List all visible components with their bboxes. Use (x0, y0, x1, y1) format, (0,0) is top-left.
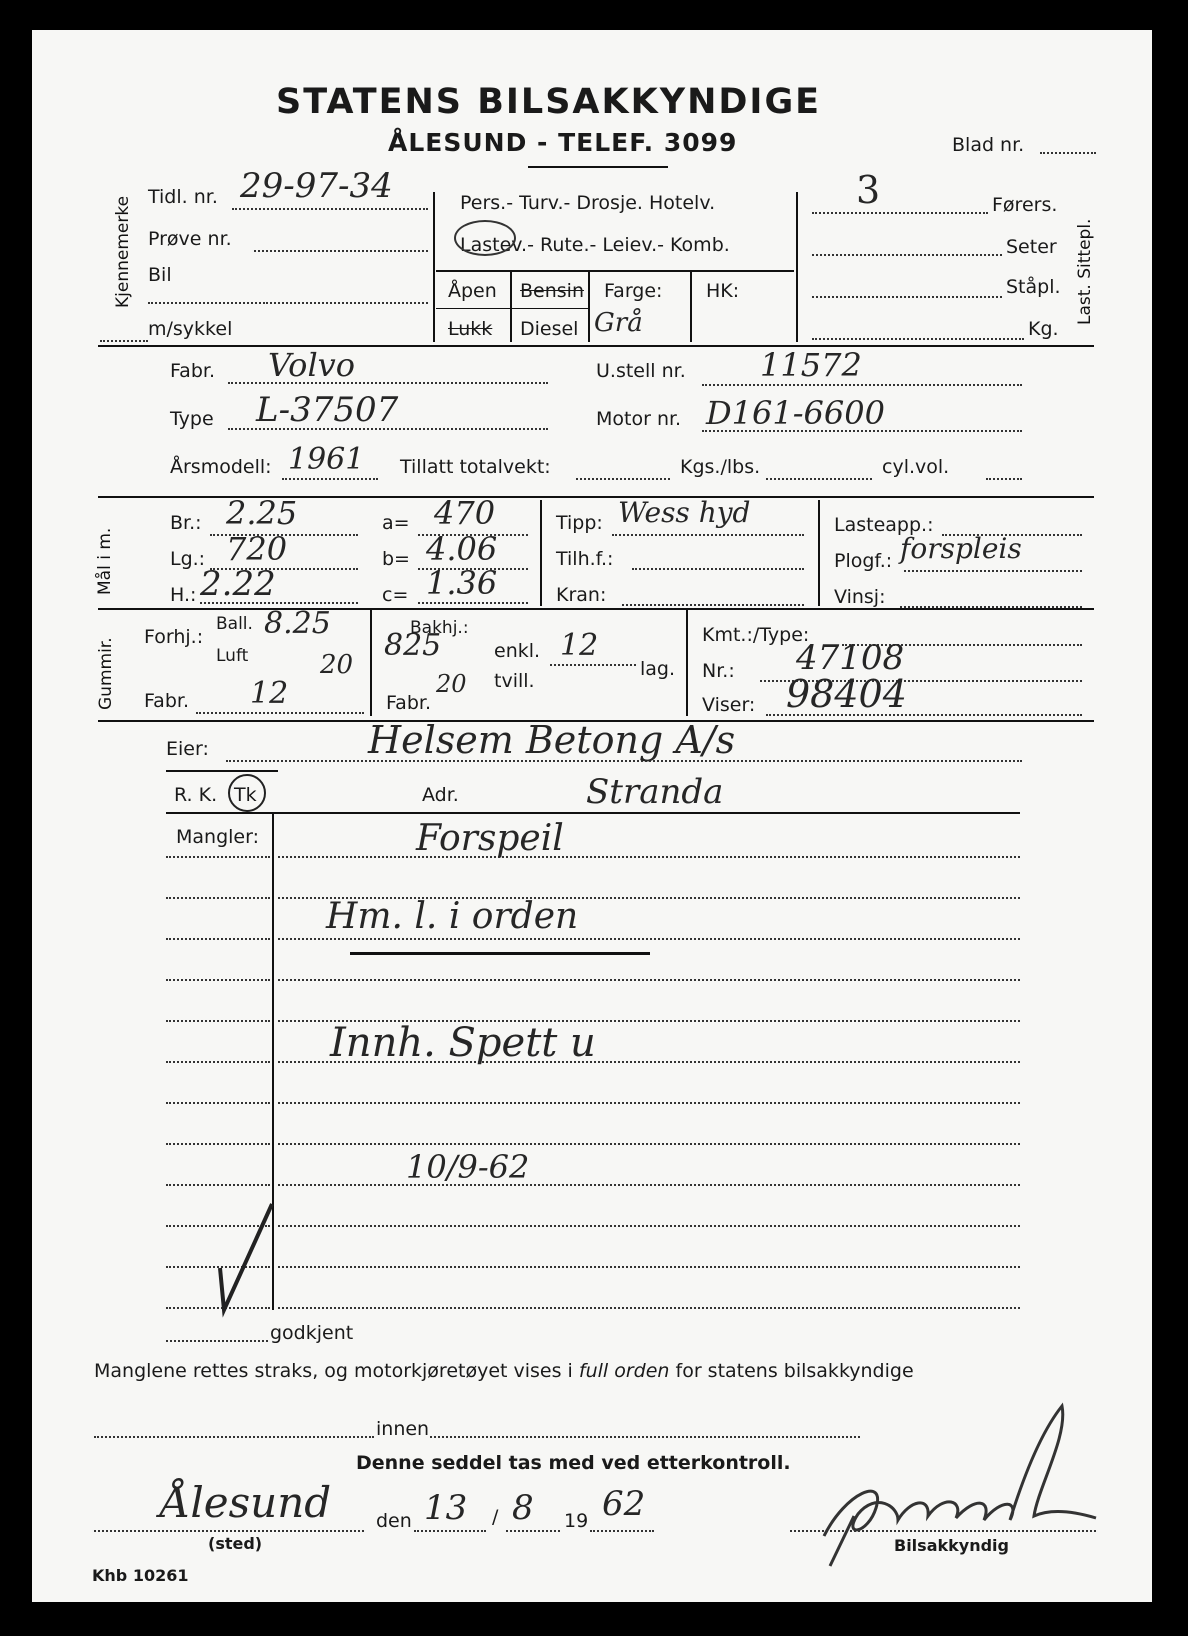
lg-value: 720 (226, 530, 288, 568)
seter-field[interactable] (812, 254, 1002, 256)
enkl-field[interactable] (550, 664, 636, 666)
innen-field-right[interactable] (430, 1436, 860, 1438)
etterkontroll-notice: Denne seddel tas med ved etterkontroll. (356, 1452, 791, 1474)
ball-label: Ball. (216, 614, 253, 634)
header-underline (528, 166, 668, 168)
plogf-value: forspleis (900, 532, 1022, 565)
ustell-value: 11572 (760, 346, 862, 384)
checkmark-icon (210, 1198, 280, 1318)
day-field[interactable] (414, 1530, 486, 1532)
mangler-line-left[interactable] (166, 979, 270, 981)
category-col-1 (510, 272, 512, 342)
mangler-line-left[interactable] (166, 938, 270, 940)
rk-top-line (166, 770, 278, 772)
nr-value: 47108 (796, 638, 905, 678)
tipp-label: Tipp: (556, 512, 603, 534)
apen-label: Åpen (448, 280, 497, 302)
rule-3 (98, 608, 1094, 610)
category-left-divider (433, 192, 435, 342)
mangler-line-left[interactable] (166, 897, 270, 899)
month-value: 8 (512, 1488, 534, 1528)
instruction-text (94, 1360, 914, 1382)
mangler-item-2: Hm. l. i orden (326, 896, 579, 937)
mangler-line-left[interactable] (166, 1061, 270, 1063)
arsmodell-label: Årsmodell: (170, 456, 272, 478)
day-value: 13 (424, 1488, 468, 1528)
luft-label: Luft (216, 646, 249, 666)
br-label: Br.: (170, 512, 202, 534)
bilsakkyndig-label: Bilsakkyndig (894, 1536, 1009, 1555)
instruction-part-2: for statens bilsakkyndige (675, 1360, 914, 1382)
tidl-field[interactable] (232, 208, 428, 210)
tidl-label: Tidl. nr. (148, 186, 218, 208)
mangler-line-left[interactable] (166, 1184, 270, 1186)
a-label: a= (382, 512, 410, 534)
tvill-label: tvill. (494, 670, 535, 692)
enkl-value: 12 (560, 628, 599, 663)
category-col-3 (690, 272, 692, 342)
prove-field[interactable] (254, 250, 428, 252)
tilhf-label: Tilh.f.: (556, 548, 614, 570)
den-label: den (376, 1510, 412, 1532)
category-row-1: Pers.- Turv.- Drosje. Hotelv. (460, 192, 716, 214)
category-right-divider (796, 192, 798, 342)
lasteapp-label: Lasteapp.: (834, 514, 934, 536)
kg-label: Kg. (1028, 318, 1059, 340)
eier-label: Eier: (166, 738, 209, 760)
stapl-field[interactable] (812, 296, 1002, 298)
bilsakkyndig-field[interactable] (790, 1530, 1096, 1532)
year-value: 62 (602, 1484, 646, 1524)
mangler-line-right[interactable] (278, 1102, 1020, 1104)
gummi-divider-2 (686, 610, 688, 716)
arsmodell-field[interactable] (282, 478, 378, 480)
nr-label: Nr.: (702, 660, 735, 682)
farge-label: Farge: (604, 280, 663, 302)
gummi-divider-1 (370, 610, 372, 716)
enkl-label: enkl. (494, 640, 541, 662)
mangler-label: Mangler: (176, 826, 259, 848)
mangler-item-3: Innh. Spett u (330, 1020, 596, 1066)
tipp-value: Wess hyd (618, 496, 751, 529)
h-value: 2.22 (200, 564, 276, 604)
form-subtitle: ÅLESUND - TELEF. 3099 (388, 128, 738, 157)
year-prefix: 19 (564, 1510, 589, 1532)
mangler-line-right[interactable] (278, 979, 1020, 981)
tillatt-field[interactable] (576, 478, 670, 480)
mangler-line-left[interactable] (166, 856, 270, 858)
forhj-label: Forhj.: (144, 626, 204, 648)
motor-label: Motor nr. (596, 408, 682, 430)
blad-field[interactable] (1040, 152, 1096, 154)
msykkel-field[interactable] (100, 340, 148, 342)
fabr-value: Volvo (268, 346, 356, 384)
ustell-field[interactable] (702, 384, 1022, 386)
a-value: 470 (434, 494, 496, 532)
sted-field[interactable] (94, 1530, 364, 1532)
farge-value: Grå (594, 308, 643, 338)
maal-divider-1 (540, 500, 542, 606)
br-value: 2.25 (226, 494, 298, 532)
eier-value: Helsem Betong A/s (368, 718, 736, 762)
mangler-line-right[interactable] (278, 1225, 1020, 1227)
blad-label: Blad nr. (952, 134, 1025, 156)
forers-field[interactable] (812, 212, 988, 214)
kran-field[interactable] (622, 604, 804, 606)
bensin-label: Bensin (520, 280, 584, 302)
bil-label: Bil (148, 264, 172, 286)
viser-value: 98404 (786, 672, 907, 716)
adr-value: Stranda (586, 772, 724, 812)
c-value: 1.36 (426, 564, 498, 602)
type-label: Type (170, 408, 214, 430)
mangler-line-right[interactable] (278, 1143, 1020, 1145)
category-row-2: Lastev.- Rute.- Leiev.- Komb. (460, 234, 730, 256)
prove-label: Prøve nr. (148, 228, 232, 250)
lukk-label: Lukk (448, 318, 493, 340)
msykkel-label: m/sykkel (148, 318, 233, 340)
mangler-underline (350, 952, 650, 955)
godkjent-field[interactable] (166, 1340, 268, 1342)
seter-label: Seter (1006, 236, 1057, 258)
godkjent-label: godkjent (270, 1322, 354, 1344)
bil-field-left[interactable] (148, 302, 268, 304)
ustell-label: U.stell nr. (596, 360, 686, 382)
category-mid-line (436, 270, 794, 272)
innen-field-left[interactable] (94, 1436, 374, 1438)
forers-value: 3 (856, 168, 881, 212)
mangler-line-right[interactable] (278, 856, 1020, 858)
kgs-label: Kgs./lbs. (680, 456, 761, 478)
sittepl-side-label: Last. Sittepl. (1075, 218, 1095, 325)
type-value: L-37507 (256, 390, 399, 430)
forhj-value-2: 20 (320, 650, 354, 680)
maal-side-label: Mål i m. (95, 527, 115, 595)
bakhj-label: Bakhj.: (410, 618, 469, 638)
form-title: STATENS BILSAKKYNDIGE (276, 82, 822, 122)
forhj-value: 8.25 (264, 606, 331, 641)
mangler-line-left[interactable] (166, 1020, 270, 1022)
mangler-item-4: 10/9-62 (406, 1148, 530, 1186)
maal-divider-2 (818, 500, 820, 606)
tk-circle (228, 774, 266, 812)
gummi-fabr-label: Fabr. (144, 690, 189, 712)
fabr-label: Fabr. (170, 360, 215, 382)
c-field[interactable] (418, 602, 528, 604)
mangler-line-left[interactable] (166, 1143, 270, 1145)
tidl-value: 29-97-34 (240, 166, 393, 206)
sted-label: (sted) (208, 1534, 263, 1553)
gummi-fabr-field[interactable] (196, 712, 364, 714)
category-col-2 (588, 272, 590, 342)
mangler-item-1: Forspeil (416, 818, 564, 859)
sted-value: Ålesund (160, 1478, 332, 1527)
forers-label: Førers. (992, 194, 1058, 216)
kmt-label: Kmt.:/Type: (702, 624, 810, 646)
cyl-label: cyl.vol. (882, 456, 950, 478)
adr-label: Adr. (422, 784, 459, 806)
motor-value: D161-6600 (706, 394, 885, 432)
tk-label: Tk (234, 784, 257, 806)
mangler-line-right[interactable] (278, 1266, 1020, 1268)
plogf-field[interactable] (904, 570, 1082, 572)
plogf-label: Plogf.: (834, 550, 893, 572)
rk-bottom-line (166, 812, 1020, 814)
rule-1 (98, 345, 1094, 347)
cyl-field[interactable] (766, 478, 872, 480)
category-fuel-line (436, 308, 588, 309)
mangler-line-left[interactable] (166, 1102, 270, 1104)
form-code: Khb 10261 (92, 1566, 189, 1585)
cyl-field-end[interactable] (986, 478, 1022, 480)
bakhj-value: 825 (384, 628, 442, 663)
arsmodell-value: 1961 (288, 442, 365, 477)
instruction-part-1: Manglene rettes straks, og motorkjøretøyet vises i (94, 1360, 573, 1382)
kran-label: Kran: (556, 584, 607, 606)
b-label: b= (382, 548, 410, 570)
mangler-line-right[interactable] (278, 938, 1020, 940)
bil-field-right[interactable] (270, 302, 428, 304)
instruction-emphasis: full orden (578, 1360, 670, 1382)
month-field[interactable] (506, 1530, 560, 1532)
mangler-line-right[interactable] (278, 1307, 1020, 1309)
date-sep: / (492, 1506, 499, 1528)
h-label: H.: (170, 584, 197, 606)
gummi-side-label: Gummir. (96, 637, 116, 710)
tilhf-field[interactable] (632, 568, 804, 570)
viser-label: Viser: (702, 694, 756, 716)
tillatt-label: Tillatt totalvekt: (400, 456, 551, 478)
gummi-fabr-value: 12 (250, 676, 289, 711)
kjennemerke-side-label: Kjennemerke (113, 195, 133, 308)
category-lastev-circle (454, 220, 516, 256)
hk-label: HK: (706, 280, 740, 302)
year-field[interactable] (590, 1530, 654, 1532)
b-value: 4.06 (426, 530, 498, 568)
kg-field[interactable] (812, 338, 1024, 340)
c-label: c= (382, 584, 409, 606)
stapl-label: Ståpl. (1006, 276, 1061, 298)
diesel-label: Diesel (520, 318, 579, 340)
gummi-fabr2-label: Fabr. (386, 692, 431, 714)
vinsj-label: Vinsj: (834, 586, 886, 608)
mangler-line-right[interactable] (278, 1184, 1020, 1186)
innen-label: innen (376, 1418, 430, 1440)
tipp-field[interactable] (612, 534, 804, 536)
rk-label: R. K. (174, 784, 218, 806)
lg-label: Lg.: (170, 548, 206, 570)
lag-label: lag. (640, 658, 676, 680)
bakhj-value-2: 20 (436, 670, 467, 698)
